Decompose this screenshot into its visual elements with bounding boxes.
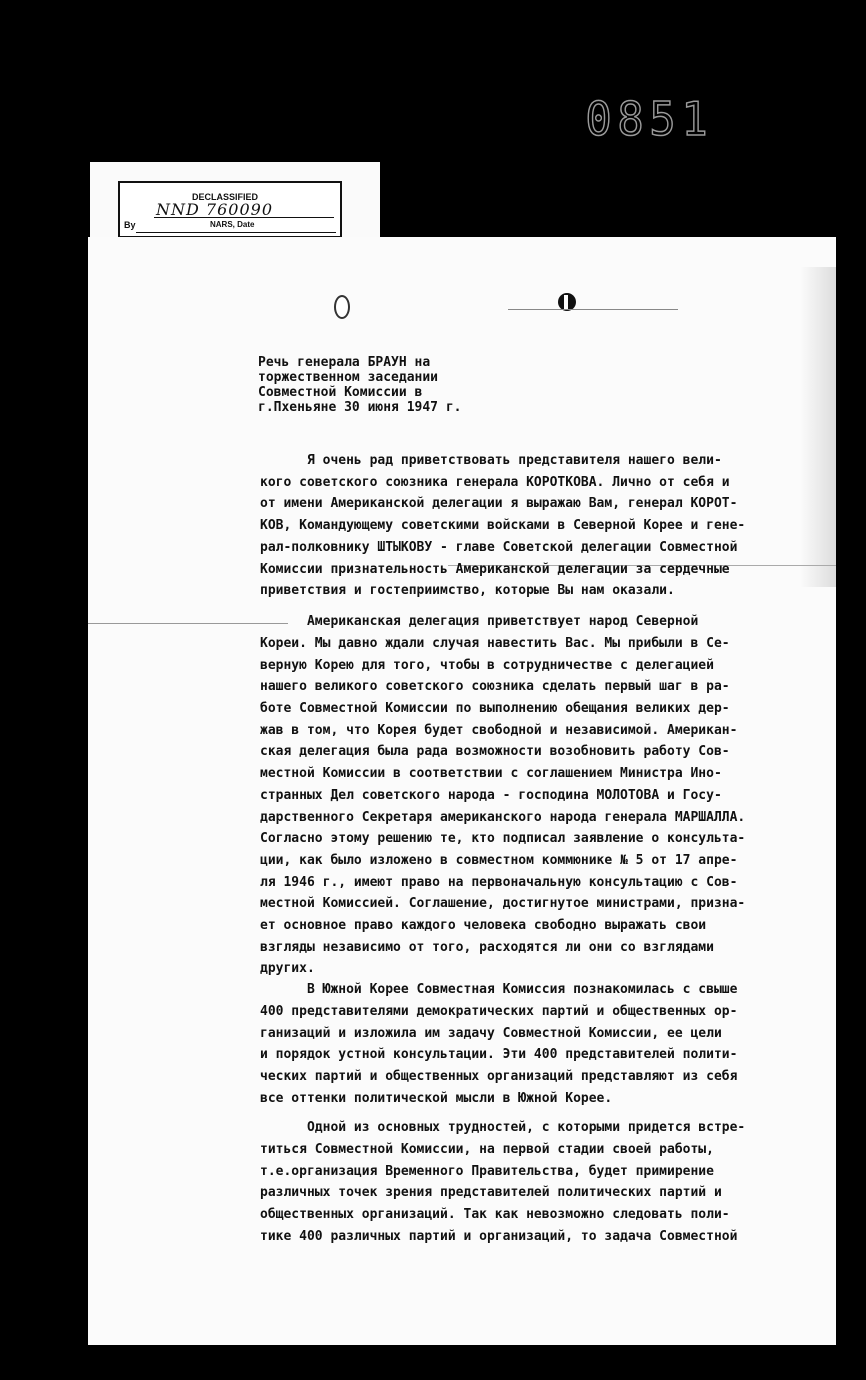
body-line: КОВ, Командующему советскими войсками в Северной Корее и гене- (260, 518, 746, 533)
body-line: и порядок устной консультации. Эти 400 представителей полити- (260, 1047, 738, 1062)
body-line: титься Совместной Комиссии, на первой стадии своей работы, (260, 1142, 714, 1157)
heading-line: Речь генерала БРАУН на (258, 355, 431, 370)
declassified-by-label: By (124, 220, 136, 230)
body-line: различных точек зрения представителей политических партий и (260, 1185, 722, 1200)
body-line: приветствия и гостеприимство, которые Вы нам оказали. (260, 583, 675, 598)
body-line: нашего великого советского союзника сделать первый шаг в ра- (260, 679, 730, 694)
body-line: верную Корею для того, чтобы в сотрудничестве с делегацией (260, 658, 714, 673)
heading-line: Совместной Комиссии в (258, 385, 423, 400)
body-line: Кореи. Мы давно ждали случая навестить Вас. Мы прибыли в Се- (260, 636, 730, 651)
stamp-line (136, 232, 336, 233)
body-line: Американская делегация приветствует народ Северной (260, 614, 699, 629)
body-line: В Южной Корее Совместная Комиссия познакомилась с свыше (260, 982, 738, 997)
body-line: рал-полковнику ШТЫКОВУ - главе Советской делегации Совместной (260, 540, 738, 555)
archive-page-number: 0851 (585, 92, 714, 146)
punch-hole (334, 295, 350, 319)
declassified-nars-date-label: NARS, Date (210, 220, 255, 229)
body-line: Согласно этому решению те, кто подписал заявление о консульта- (260, 831, 746, 846)
body-line: жав в том, что Корея будет свободной и независимой. Американ- (260, 723, 738, 738)
body-line: дарственного Секретаря американского народа генерала МАРШАЛЛА. (260, 810, 746, 825)
stamp-line (154, 217, 334, 218)
body-line: от имени Американской делегации я выражаю Вам, генерал КОРОТ- (260, 496, 738, 511)
body-line: других. (260, 961, 315, 976)
heading-line: г.Пхеньяне 30 июня 1947 г. (258, 400, 462, 415)
body-line: взгляды независимо от того, расходятся ли они со взглядами (260, 940, 714, 955)
body-line: ля 1946 г., имеют право на первоначальную консультацию с Сов- (260, 875, 738, 890)
scan-shadow (800, 267, 836, 587)
declassified-authority: NND 760090 (156, 200, 273, 219)
body-line: 400 представителями демократических партий и общественных ор- (260, 1004, 738, 1019)
body-line: местной Комиссией. Соглашение, достигнутое министрами, признa- (260, 896, 746, 911)
declassification-stamp (118, 181, 342, 238)
body-line: ганизаций и изложила им задачу Совместной Комиссии, ее цели (260, 1026, 722, 1041)
body-line: т.е.организация Временного Правительства, будет примирение (260, 1164, 714, 1179)
body-line: ции, как было изложено в совместном коммюнике № 5 от 17 апре- (260, 853, 738, 868)
scan-scratch (88, 623, 288, 624)
body-line: ет основное право каждого человека свободно выражать свои (260, 918, 707, 933)
body-line: общественных организаций. Так как невозможно следовать поли- (260, 1207, 730, 1222)
body-line: Одной из основных трудностей, с которыми придется встре- (260, 1120, 746, 1135)
heading-line: торжественном заседании (258, 370, 439, 385)
document-page (88, 237, 836, 1345)
body-line: все оттенки политической мысли в Южной Корее. (260, 1091, 613, 1106)
declassified-title: DECLASSIFIED (192, 192, 259, 202)
body-line: тике 400 различных партий и организаций, то задача Совместной (260, 1229, 738, 1244)
body-line: местной Комиссии в соответствии с соглашением Министра Ино- (260, 766, 722, 781)
body-line: ческих партий и общественных организаций представляют из себя (260, 1069, 738, 1084)
body-line: ская делегация была рада возможности возобновить работу Сов- (260, 744, 730, 759)
scan-scratch (508, 309, 678, 310)
body-line: странных Дел советского народа - господина МОЛОТОВА и Госу- (260, 788, 722, 803)
body-line: Я очень рад приветствовать представителя нашего вели- (260, 453, 722, 468)
body-line: Комиссии признательность Американской делегации за сердечные (260, 562, 730, 577)
body-line: кого советского союзника генерала КОРОТКОВА. Лично от себя и (260, 475, 730, 490)
body-line: боте Совместной Комиссии по выполнению обещания великих дер- (260, 701, 730, 716)
